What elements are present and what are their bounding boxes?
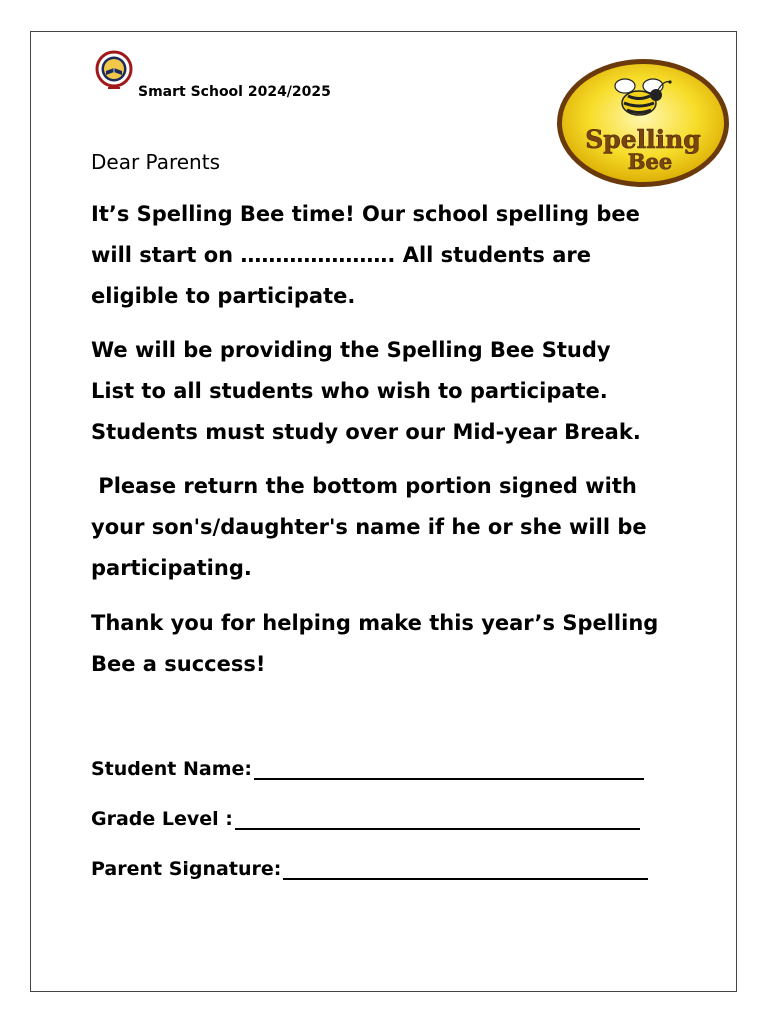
grade-level-label: Grade Level : — [91, 808, 233, 830]
text-line: Thank you for helping make this year’s Spelling — [91, 611, 659, 635]
grade-level-line[interactable] — [235, 810, 640, 830]
spelling-bee-logo — [554, 56, 732, 190]
text-line: Bee a success! — [91, 652, 266, 676]
text-line: It’s Spelling Bee time! Our school spelling bee — [91, 202, 640, 226]
paragraph-study-list — [91, 330, 641, 453]
school-crest-icon — [94, 49, 134, 93]
student-name-line[interactable] — [254, 760, 644, 780]
bee-logo-text-line2: Bee — [627, 149, 673, 174]
text-line: your son's/daughter's name if he or she will be — [91, 515, 647, 539]
grade-level-field — [91, 808, 640, 830]
paragraph-announcement — [91, 194, 640, 317]
text-line: Students must study over our Mid-year Break. — [91, 420, 641, 444]
student-name-label: Student Name: — [91, 758, 253, 780]
text-line: Please return the bottom portion signed with — [91, 474, 637, 498]
text-line: will start on …………………. All students are — [91, 243, 591, 267]
parent-signature-label: Parent Signature: — [91, 858, 282, 880]
text-line: participating. — [91, 556, 252, 580]
parent-signature-field — [91, 858, 648, 880]
parent-signature-line[interactable] — [283, 860, 648, 880]
text-line: We will be providing the Spelling Bee Study — [91, 338, 611, 362]
text-line: eligible to participate. — [91, 284, 356, 308]
bee-logo-text-line1: Spelling — [585, 125, 701, 154]
text-line: List to all students who wish to participate. — [91, 379, 608, 403]
paragraph-thank-you — [91, 603, 658, 685]
paragraph-return-instructions — [91, 466, 647, 589]
school-name: Smart School 2024/2025 — [138, 84, 331, 100]
student-name-field — [91, 758, 644, 780]
letter-greeting: Dear Parents — [91, 150, 220, 174]
